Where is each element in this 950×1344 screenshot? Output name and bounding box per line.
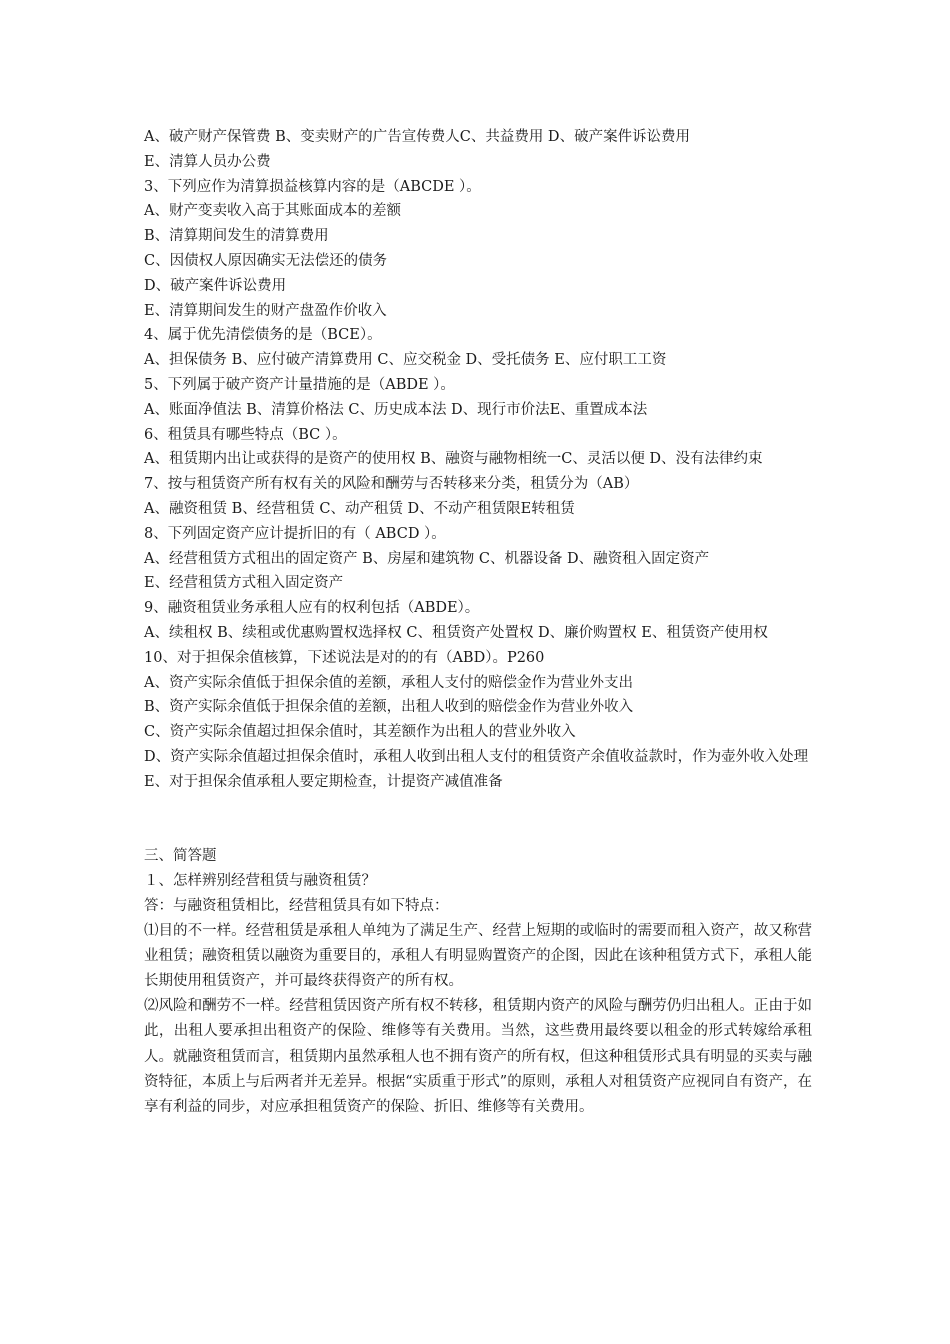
text-line: A、破产财产保管费 B、变卖财产的广告宣传费人C、共益费用 D、破产案件诉讼费用 (144, 129, 691, 145)
text-line: E、对于担保余值承租人要定期检查，计提资产减值准备 (144, 773, 503, 790)
text-paragraph: A、租赁期内出让或获得的是资产的使用权 B、融资与融物相统一C、灵活以便 D、没有法律约束 (144, 451, 763, 468)
question-6: 6、租赁具有哪些特点（BC ）。 (144, 426, 347, 443)
answer-point-1: ⑴目的不一样。经营租赁是承租人单纯为了满足生产、经营上短期的或临时的需要而租入资产，故又称营业租赁；融资租赁以融资为重要目的，承租人有明显购置资产的企图，因此在该种租赁方式下，承租人能长期使用租赁资产，并可最终获得资产的所有权。 (144, 922, 812, 989)
section-heading: 三、简答题 (144, 848, 217, 865)
question-3: 3、下列应作为清算损益核算内容的是（ABCDE ）。 (144, 178, 481, 195)
text-line: C、因债权人原因确实无法偿还的债务 (144, 252, 388, 269)
question-7: 7、按与租赁资产所有权有关的风险和酬劳与否转移来分类，租赁分为（AB） (144, 476, 639, 493)
answer-intro: 答：与融资租赁相比，经营租赁具有如下特点： (144, 897, 449, 914)
text-line: D、破产案件诉讼费用 (144, 277, 287, 294)
question-10: 10、对于担保余值核算，下述说法是对的的有（ABD）。P260 (144, 649, 545, 666)
question-8: 8、下列固定资产应计提折旧的有（ ABCD ）。 (144, 525, 446, 542)
question-5: 5、下列属于破产资产计量措施的是（ABDE ）。 (144, 376, 455, 393)
text-line: A、担保债务 B、应付破产清算费用 C、应交税金 D、受托债务 E、应付职工工资 (144, 352, 667, 369)
question-short-answer-1: １、怎样辨别经营租赁与融资租赁？ (144, 872, 376, 889)
text-line: B、资产实际余值低于担保余值的差额，出租人收到的赔偿金作为营业外收入 (144, 699, 634, 716)
text-paragraph: A、续租权 B、续租或优惠购置权选择权 C、租赁资产处置权 D、廉价购置权 E、租赁资产使用权 (144, 624, 768, 641)
section-spacer (144, 795, 812, 845)
text-line: A、资产实际余值低于担保余值的差额，承租人支付的赔偿金作为营业外支出 (144, 674, 633, 691)
text-line: A、融资租赁 B、经营租赁 C、动产租赁 D、不动产租赁限E转租赁 (144, 500, 575, 517)
text-line: A、经营租赁方式租出的固定资产 B、房屋和建筑物 C、机器设备 D、融资租入固定资产 (144, 550, 710, 567)
answer-point-2: ⑵风险和酬劳不一样。经营租赁因资产所有权不转移，租赁期内资产的风险与酬劳仍归出租人。正由于如此，出租人要承担出租资产的保险、维修等有关费用。当然，这些费用最终要以租金的形式转嫁给承租人。就融资租赁而言，租赁期内虽然承租人也不拥有资产的所有权，但这种租赁形式具有明显的买卖与融资特征，本质上与后两者并无差异。根据“实质重于形式”的原则，承租人对租赁资产应视同自有资产，在享有利益的同步，对应承担租赁资产的保险、折旧、维修等有关费用。 (144, 998, 812, 1115)
document-body (144, 125, 812, 1120)
question-4: 4、属于优先清偿债务的是（BCE）。 (144, 327, 382, 344)
text-line: B、清算期间发生的清算费用 (144, 228, 329, 245)
text-line: E、经营租赁方式租入固定资产 (144, 575, 344, 592)
question-9: 9、融资租赁业务承租人应有的权利包括（ABDE）。 (144, 600, 480, 617)
text-paragraph: D、资产实际余值超过担保余值时，承租人收到出租人支付的租赁资产余值收益款时，作为壶外收入处理 (144, 748, 809, 765)
text-line: E、清算人员办公费 (144, 153, 271, 170)
text-line: A、财产变卖收入高于其账面成本的差额 (144, 203, 401, 220)
text-line: C、资产实际余值超过担保余值时，其差额作为出租人的营业外收入 (144, 724, 576, 741)
text-line: A、账面净值法 B、清算价格法 C、历史成本法 D、现行市价法E、重置成本法 (144, 401, 648, 418)
text-line: E、清算期间发生的财产盘盈作价收入 (144, 302, 387, 319)
